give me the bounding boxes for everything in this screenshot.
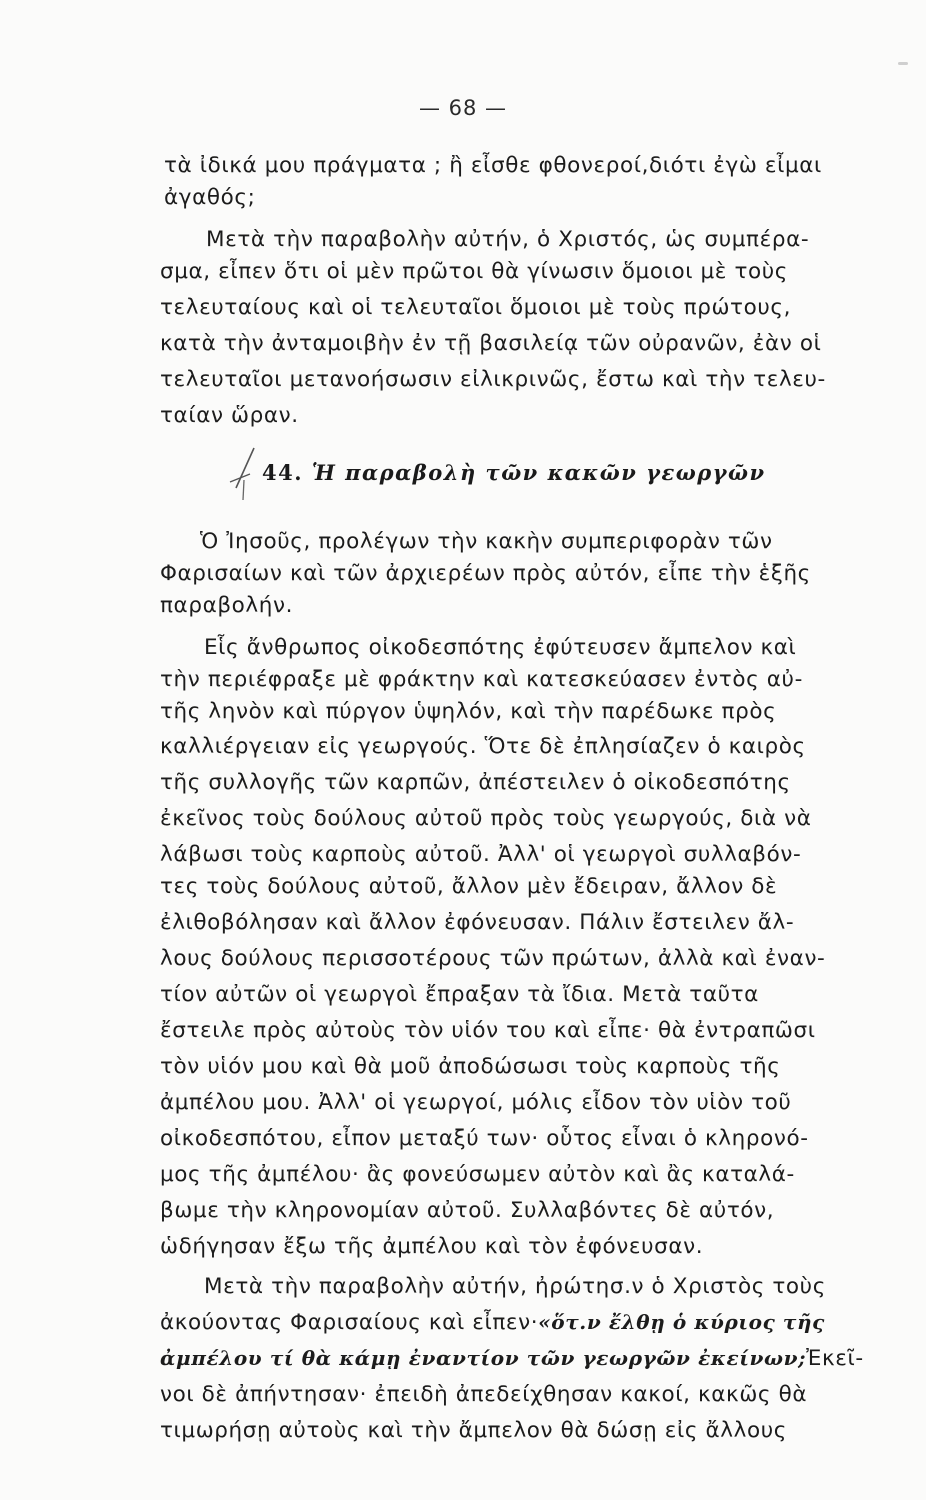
text-line: τὴν περιέφραξε μὲ φράκτην καὶ κατεσκεύασεν ἐντὸς αὐ- (160, 667, 803, 692)
text-line: σμα, εἶπεν ὅτι οἱ μὲν πρῶτοι θὰ γίνωσιν ὅμοιοι μὲ τοὺς (160, 259, 789, 284)
text-line: μος τῆς ἀμπέλου· ἂς φονεύσωμεν αὐτὸν καὶ ἂς καταλά- (160, 1162, 795, 1187)
text-line: τὸν υἱόν μου καὶ θὰ μοῦ ἀποδώσωσι τοὺς καρποὺς τῆς (160, 1054, 781, 1079)
text-line: παραβολήν. (160, 593, 294, 618)
quote-start: «ὅτ.ν ἔλθῃ ὁ κύριος τῆς (538, 1310, 825, 1334)
text-line: οἰκοδεσπότου, εἶπον μεταξύ των· οὗτος εἶναι ὁ κληρονό- (160, 1126, 809, 1151)
text-line: Εἷς ἄνθρωπος οἰκοδεσπότης ἐφύτευσεν ἄμπελον καὶ (204, 635, 797, 660)
section-number: 44. (262, 460, 304, 485)
text-line: Μετὰ τὴν παραβολὴν αὐτήν, ὁ Χριστός, ὡς συμπέρα- (206, 227, 810, 252)
text-line: λάβωσι τοὺς καρποὺς αὐτοῦ. Ἀλλ' οἱ γεωργοὶ συλλαβόν- (160, 842, 802, 867)
text-line: ἀγαθός; (164, 185, 256, 210)
text-line: ἐλιθοβόλησαν καὶ ἄλλον ἐφόνευσαν. Πάλιν ἔστειλεν ἄλ- (160, 910, 795, 935)
text-line: τιμωρήσῃ αὐτοὺς καὶ τὴν ἄμπελον θὰ δώσῃ εἰς ἄλλους (160, 1418, 787, 1443)
text-line: ἀμπέλου μου. Ἀλλ' οἱ γεωργοί, μόλις εἶδον τὸν υἱὸν τοῦ (160, 1090, 792, 1115)
text-line-with-quote (160, 1312, 825, 1334)
text-line: τὰ ἰδικά μου πράγματα ; ἢ εἶσθε φθονεροί,διότι ἐγὼ εἶμαι (164, 153, 822, 178)
text-line: Ὁ Ἰησοῦς, προλέγων τὴν κακὴν συμπεριφορὰν τῶν (200, 529, 773, 554)
text-line: τελευταίους καὶ οἱ τελευταῖοι ὅμοιοι μὲ τοὺς πρώτους, (160, 295, 792, 320)
text-line: τίον αὐτῶν οἱ γεωργοὶ ἔπραξαν τὰ ἴδια. Μετὰ ταῦτα (160, 982, 759, 1007)
text-line: Μετὰ τὴν παραβολὴν αὐτήν, ἠρώτησ.ν ὁ Χριστὸς τοὺς (204, 1274, 826, 1299)
text-line: κατὰ τὴν ἀνταμοιβὴν ἐν τῇ βασιλείᾳ τῶν οὐρανῶν, ἐὰν οἱ (160, 331, 822, 356)
text-line-part: ἀκούοντας Φαρισαίους καὶ εἶπεν· (160, 1310, 539, 1335)
quote-text: ἀμπέλου τί θὰ κάμῃ ἐναντίον τῶν γεωργῶν ἐκείνων; (160, 1346, 807, 1370)
text-line: ταίαν ὥραν. (160, 403, 299, 428)
text-line: ἐκεῖνος τοὺς δούλους αὐτοῦ πρὸς τοὺς γεωργούς, διὰ νὰ (160, 806, 812, 831)
handwritten-mark-icon (224, 444, 264, 504)
text-line: τῆς συλλογῆς τῶν καρπῶν, ἀπέστειλεν ὁ οἰκοδεσπότης (160, 770, 791, 795)
text-line: νοι δὲ ἀπήντησαν· ἐπειδὴ ἀπεδείχθησαν κακοί, κακῶς θὰ (160, 1382, 808, 1407)
section-heading (262, 460, 766, 485)
text-line: τῆς ληνὸν καὶ πύργον ὑψηλόν, καὶ τὴν παρέδωκε πρὸς (160, 699, 777, 724)
text-line: Φαρισαίων καὶ τῶν ἀρχιερέων πρὸς αὐτόν, εἶπε τὴν ἑξῆς (160, 561, 811, 586)
page-number: — 68 — (418, 96, 508, 120)
text-line: τελευταῖοι μετανοήσωσιν εἰλικρινῶς, ἔστω καὶ τὴν τελευ- (160, 367, 826, 392)
text-line-with-quote (160, 1348, 864, 1370)
text-line-part: Ἐκεῖ- (806, 1346, 864, 1371)
text-line: λους δούλους περισσοτέρους τῶν πρώτων, ἀλλὰ καὶ ἐναν- (160, 946, 826, 971)
scan-smudge (898, 62, 908, 65)
section-title: Ἡ παραβολὴ τῶν κακῶν γεωργῶν (311, 460, 766, 485)
text-line: βωμε τὴν κληρονομίαν αὐτοῦ. Συλλαβόντες δὲ αὐτόν, (160, 1198, 775, 1223)
text-line: ἔστειλε πρὸς αὐτοὺς τὸν υἱόν του καὶ εἶπε· θὰ ἐντραπῶσι (160, 1018, 816, 1043)
text-line: τες τοὺς δούλους αὐτοῦ, ἄλλον μὲν ἔδειραν, ἄλλον δὲ (160, 874, 778, 899)
text-line: ὡδήγησαν ἔξω τῆς ἀμπέλου καὶ τὸν ἐφόνευσαν. (160, 1234, 704, 1259)
text-line: καλλιέργειαν εἰς γεωργούς. Ὅτε δὲ ἐπλησίαζεν ὁ καιρὸς (160, 734, 806, 759)
